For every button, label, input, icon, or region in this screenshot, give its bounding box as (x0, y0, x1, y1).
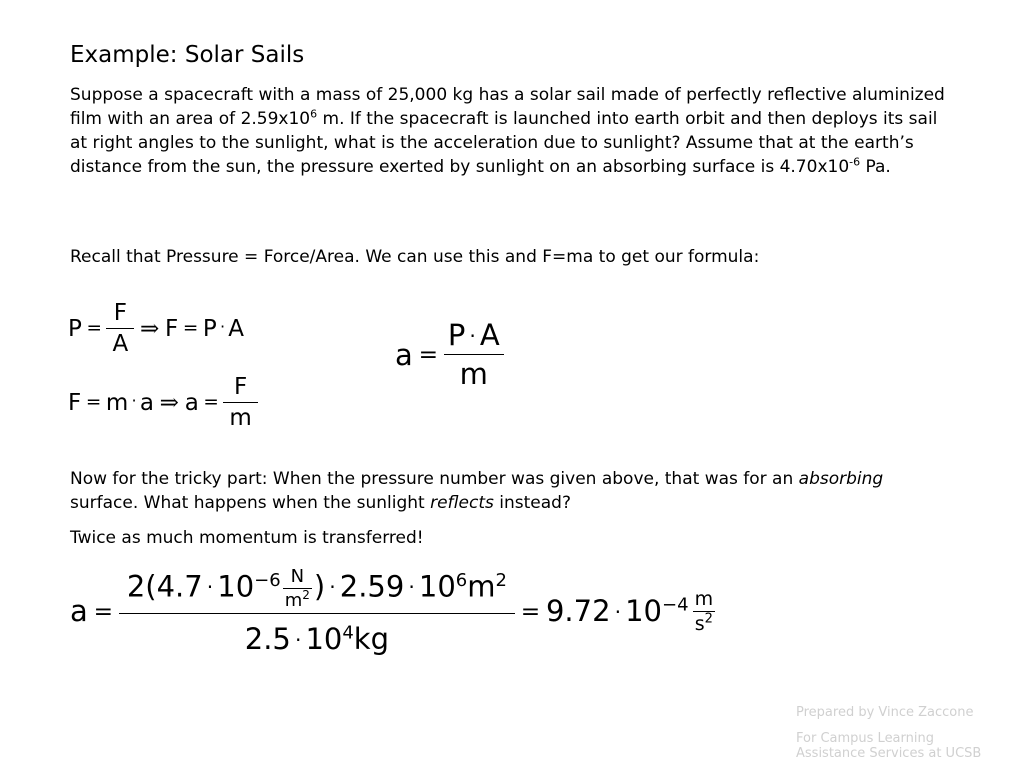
eq2-m: m (105, 389, 129, 416)
final-fraction (119, 566, 515, 656)
final-denominator: $2.5 \cdot 10^4kg$ (244, 622, 389, 656)
eq2-numerator: F (223, 374, 257, 403)
implies-sign: ⇒ (139, 315, 160, 342)
twice-momentum-text: Twice as much momentum is transferred! (70, 528, 424, 548)
eq1-rhs-a: A (228, 315, 245, 342)
eq1-numerator: F (106, 300, 134, 329)
eq2-a: a (139, 389, 154, 416)
equals-sign: = (203, 392, 219, 413)
footer-line-3: Assistance Services at UCSB (796, 746, 982, 761)
newton-per-m2-unit: $\frac{N}{m^2}$ (284, 566, 310, 611)
equation-acceleration (395, 318, 504, 391)
recall-text: Recall that Pressure = Force/Area. We can use this and F=ma to get our formula: (70, 247, 760, 267)
equals-sign: = (520, 597, 541, 625)
equation-pressure (68, 300, 244, 357)
eq1-denominator: A (112, 331, 129, 357)
eq3-fraction (444, 318, 504, 391)
eq1-lhs: P (68, 315, 82, 342)
eq3-lhs: a (395, 337, 413, 372)
reflects-word: reflects (430, 493, 494, 513)
eq2-fraction (223, 374, 257, 431)
final-result: $9.72 \cdot 10^{-4}$ (545, 594, 689, 628)
final-lhs: a (70, 594, 88, 628)
eq2-denominator: m (229, 405, 252, 431)
eq2-a-lhs: a (184, 389, 199, 416)
eq3-numerator: P · A (444, 318, 504, 355)
multiply-dot: · (219, 317, 226, 337)
slide-title: Example: Solar Sails (70, 42, 305, 68)
problem-text-1: Suppose a spacecraft with a mass of 25,000 kg has a solar sail made of perfectly reflective aluminized film with an area of 2.59x10 (70, 85, 945, 129)
eq1-fraction (106, 300, 134, 357)
final-equation (70, 566, 715, 656)
footer-line-2: For Campus Learning (796, 731, 934, 746)
equals-sign: = (182, 318, 199, 339)
eq2-f: F (68, 389, 82, 416)
multiply-dot: · (131, 391, 137, 411)
acceleration-unit: $\frac{m}{s^2}$ (694, 587, 714, 635)
problem-exponent-2: -6 (849, 155, 861, 169)
implies-sign: ⇒ (159, 389, 179, 416)
absorbing-word: absorbing (798, 469, 884, 489)
eq1-rhs-p: P (202, 315, 217, 342)
footer-author: Prepared by Vince Zaccone (796, 705, 974, 720)
equals-sign: = (85, 392, 102, 413)
equals-sign: = (418, 341, 439, 368)
problem-exponent-1: 6 (310, 107, 318, 121)
problem-text-3: Pa. (860, 157, 891, 177)
final-numerator: $2(4.7 \cdot 10^{-6}$ $\frac{N}{m^2}$ ) · $2.59 \cdot 10^6m^2$ (119, 566, 515, 614)
equation-newton (68, 374, 258, 431)
eq1-rhs-f: F (165, 315, 179, 342)
problem-text-2: m. If the spacecraft is launched into earth orbit and then deploys its sail at right angles to the sunlight, what is the acceleration due to sunlight? Assume that at the earth’s distance from the sun, the pressure exerted by sunlight on an absorbing surface is 4.70x10 (70, 109, 938, 177)
equals-sign: = (93, 597, 114, 625)
tricky-part-text: Now for the tricky part: When the pressure number was given above, that was for an absorbing surface. What happens when the sunlight reflects instead? (70, 469, 884, 513)
equals-sign: = (86, 318, 102, 339)
eq3-denominator: m (459, 357, 488, 391)
problem-statement (70, 83, 950, 179)
